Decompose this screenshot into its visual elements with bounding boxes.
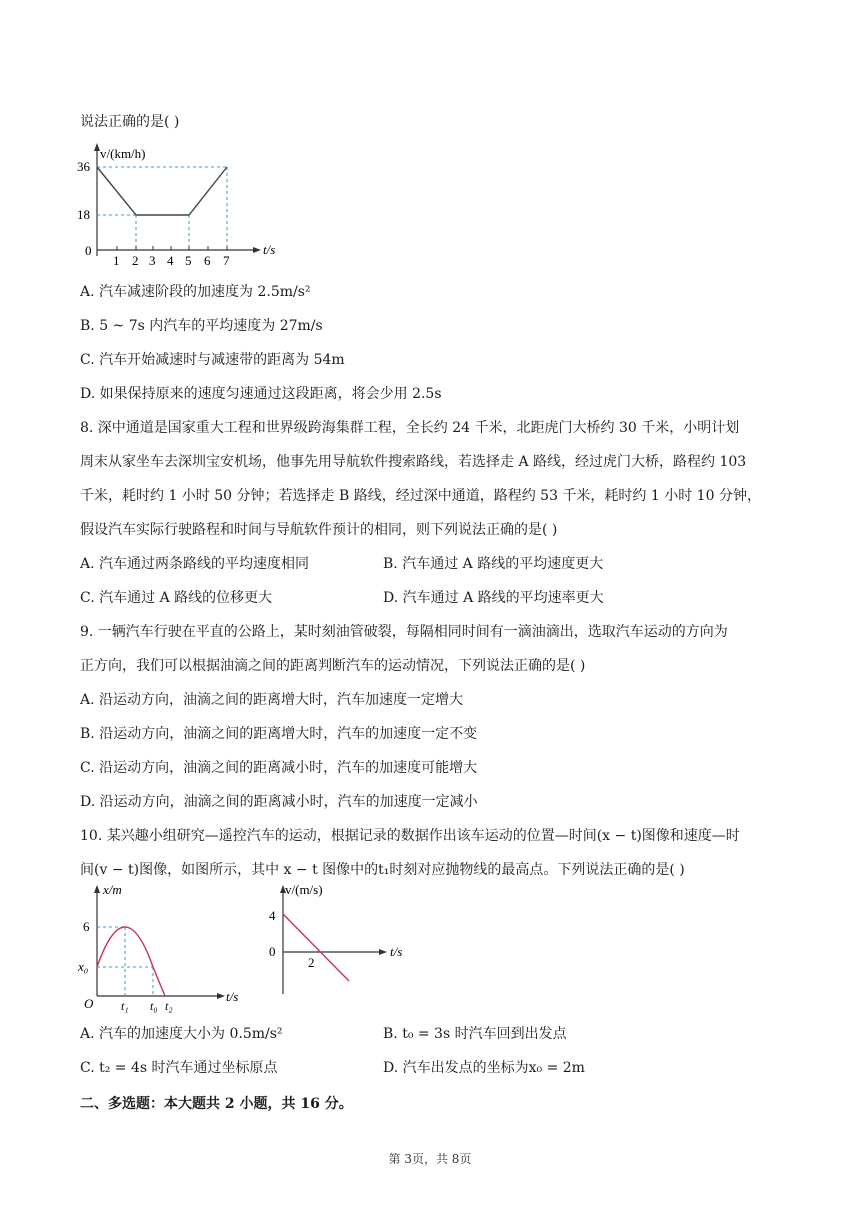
q10-xt-graph: [75, 880, 255, 1015]
q9-option-d: D. 沿运动方向，油滴之间的距离减小时，汽车的加速度一定减小: [80, 794, 478, 810]
q8-option-a: A. 汽车通过两条路线的平均速度相同: [80, 556, 310, 572]
q7-xtick-2: 2: [132, 253, 139, 268]
q8-option-d: D. 汽车通过 A 路线的平均速率更大: [383, 590, 604, 606]
q7-option-b: B. 5 ~ 7s 内汽车的平均速度为 27m/s: [80, 318, 323, 334]
q9-option-a: A. 沿运动方向，油滴之间的距离增大时，汽车加速度一定增大: [80, 692, 464, 708]
q9-line-1: 9. 一辆汽车行驶在平直的公路上，某时刻油管破裂，每隔相同时间有一滴油滴出，选取汽车运动的方向为: [80, 624, 728, 640]
q7-xtick-6: 6: [204, 253, 211, 268]
q10-xt-y6: 6: [83, 919, 90, 934]
q7-xlabel: t/s: [263, 242, 276, 257]
q7-option-c: C. 汽车开始减速时与减速带的距离为 54m: [80, 352, 345, 368]
q7-xtick-3: 3: [149, 253, 156, 268]
q7-xtick-4: 4: [167, 253, 174, 268]
q8-option-c: C. 汽车通过 A 路线的位移更大: [80, 590, 273, 606]
q7-option-d: D. 如果保持原来的速度匀速通过这段距离，将会少用 2.5s: [80, 386, 442, 402]
q10-option-c: C. t₂ = 4s 时汽车通过坐标原点: [80, 1060, 278, 1076]
q10-vt-x2: 2: [308, 955, 315, 970]
q7-vt-graph: [75, 140, 285, 270]
q9-option-c: C. 沿运动方向，油滴之间的距离减小时，汽车的加速度可能增大: [80, 760, 478, 776]
q10-vt-ylabel: v/(m/s): [285, 882, 323, 897]
page-footer: 第 3页，共 8页: [388, 1152, 472, 1166]
section-heading-multiple-choice: 二、多选题：本大题共 2 小题，共 16 分。: [80, 1096, 353, 1112]
q10-vt-graph: [263, 880, 423, 1000]
q10-xt-ylabel: x/m: [103, 882, 122, 897]
q10-line-1: 10. 某兴趣小组研究—遥控汽车的运动，根据记录的数据作出该车运动的位置—时间(x − t)图像和速度—时: [80, 828, 740, 844]
q10-option-a: A. 汽车的加速度大小为 0.5m/s²: [80, 1026, 283, 1042]
q10-vt-xlabel: t/s: [390, 944, 403, 959]
q10-vt-y4: 4: [269, 908, 276, 923]
q8-line-2: 周末从家坐车去深圳宝安机场，他事先用导航软件搜索路线，若选择走 A 路线，经过虎门大桥，路程约 103: [80, 454, 747, 470]
q10-option-b: B. t₀ = 3s 时汽车回到出发点: [383, 1026, 567, 1042]
q8-line-3: 千米，耗时约 1 小时 50 分钟；若选择走 B 路线，经过深中通道，路程约 53 千米，耗时约 1 小时 10 分钟，: [80, 488, 761, 504]
q10-vt-y0: 0: [269, 944, 276, 959]
q7-xtick-7: 7: [223, 253, 230, 268]
q7-ylabel: v/(km/h): [100, 146, 146, 161]
q7-xtick-5: 5: [185, 253, 192, 268]
q10-option-d: D. 汽车出发点的坐标为x₀ = 2m: [383, 1060, 585, 1076]
q7-xtick-1: 1: [113, 253, 120, 268]
q9-line-2: 正方向，我们可以根据油滴之间的距离判断汽车的运动情况，下列说法正确的是( ): [80, 658, 586, 674]
q7-ytick-18: 18: [77, 207, 90, 222]
q8-option-b: B. 汽车通过 A 路线的平均速度更大: [383, 556, 604, 572]
q7-ytick-36: 36: [77, 159, 90, 174]
q10-xt-xlabel: t/s: [226, 989, 239, 1004]
q7-ytick-0: 0: [85, 243, 92, 258]
q10-line-2: 间(v − t)图像，如图所示，其中 x − t 图像中的t₁时刻对应抛物线的最高点。下列说法正确的是( ): [80, 862, 685, 878]
q10-xt-x0: x₀: [78, 959, 89, 974]
q10-xt-t2: t₂: [165, 999, 173, 1013]
q7-option-a: A. 汽车减速阶段的加速度为 2.5m/s²: [80, 284, 311, 300]
q7-stem-tail: 说法正确的是( ): [80, 114, 180, 130]
q10-xt-origin: O: [84, 996, 94, 1011]
q9-option-b: B. 沿运动方向，油滴之间的距离增大时，汽车的加速度一定不变: [80, 726, 478, 742]
q10-xt-t0: t₀: [150, 999, 158, 1013]
q8-line-4: 假设汽车实际行驶路程和时间与导航软件预计的相同，则下列说法正确的是( ): [80, 522, 558, 538]
q8-line-1: 8. 深中通道是国家重大工程和世界级跨海集群工程，全长约 24 千米，北距虎门大桥约 30 千米，小明计划: [80, 420, 740, 436]
q10-xt-t1: t₁: [121, 999, 129, 1013]
